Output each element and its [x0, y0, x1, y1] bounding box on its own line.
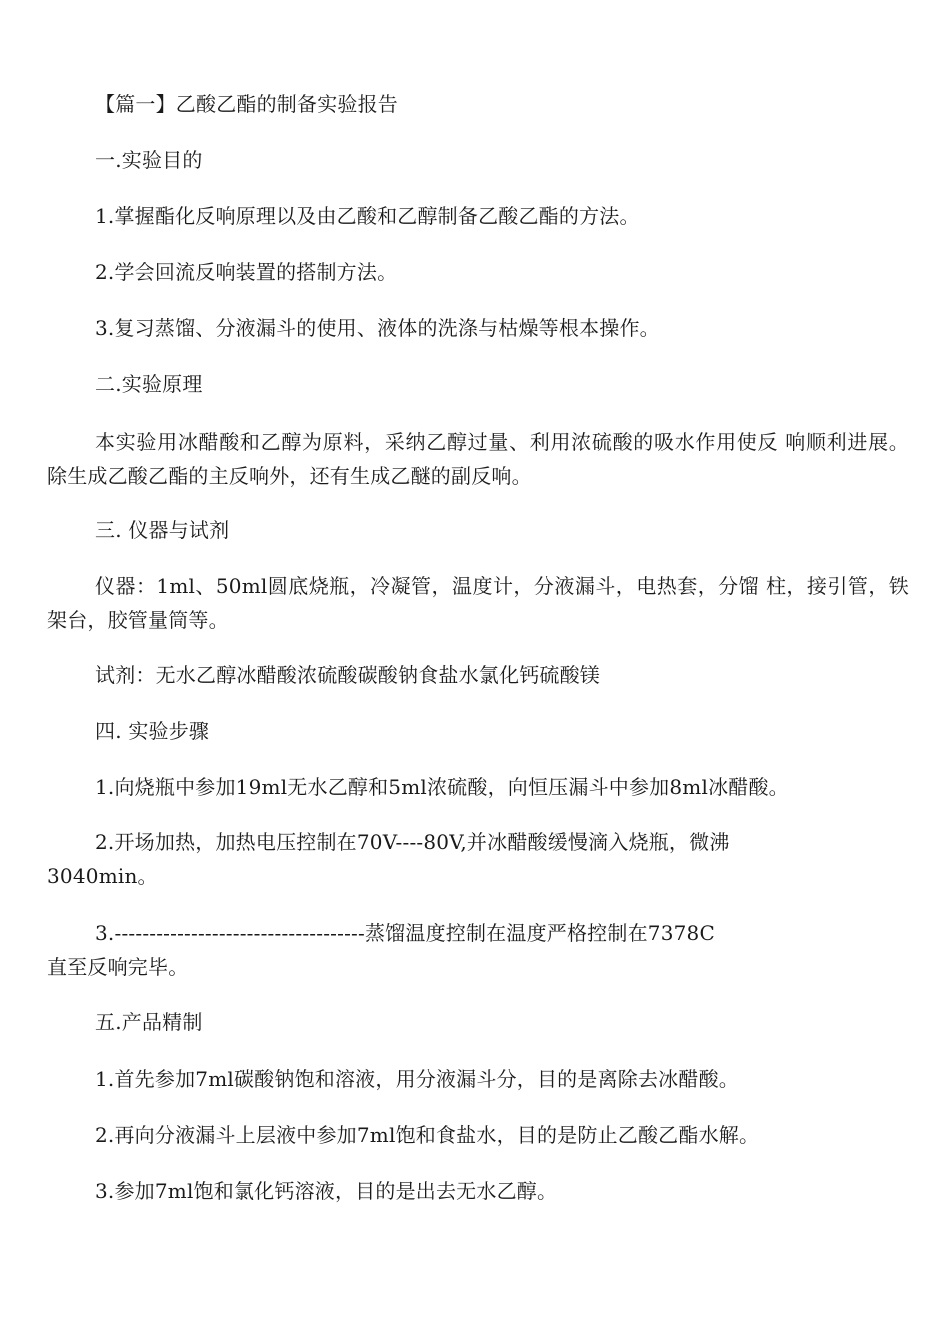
purpose-item-3: 3.复习蒸馏、分液漏斗的使用、液体的洗涤与枯燥等根本操作。: [95, 316, 660, 340]
step-3-line-2: 直至反响完毕。: [47, 955, 189, 979]
step-1: 1.向烧瓶中参加19ml无水乙醇和5ml浓硫酸，向恒压漏斗中参加8ml冰醋酸。: [95, 775, 789, 799]
section-heading-instruments: 三. 仪器与试剂: [95, 518, 230, 542]
refinement-item-2: 2.再向分液漏斗上层液中参加7ml饱和食盐水，目的是防止乙酸乙酯水解。: [95, 1123, 760, 1147]
reagents-line: 试剂：无水乙醇冰醋酸浓硫酸碳酸钠食盐水氯化钙硫酸镁: [95, 663, 600, 687]
section-heading-purpose: 一.实验目的: [95, 148, 203, 172]
section-heading-refinement: 五.产品精制: [95, 1010, 203, 1034]
purpose-item-1: 1.掌握酯化反响原理以及由乙酸和乙醇制备乙酸乙酯的方法。: [95, 204, 640, 228]
document-title: 【篇一】乙酸乙酯的制备实验报告: [95, 92, 398, 116]
purpose-item-2: 2.学会回流反响装置的搭制方法。: [95, 260, 398, 284]
section-heading-principle: 二.实验原理: [95, 372, 203, 396]
principle-paragraph: 本实验用冰醋酸和乙醇为原料，采纳乙醇过量、利用浓硫酸的吸水作用使反 响顺利进展。除生成乙酸乙酯的主反响外，还有生成乙醚的副反响。: [47, 430, 909, 488]
instruments-paragraph: 仪器：1ml、50ml圆底烧瓶，冷凝管，温度计，分液漏斗，电热套，分馏 柱，接引管，铁架台，胶管量筒等。: [47, 574, 909, 632]
refinement-item-1: 1.首先参加7ml碳酸钠饱和溶液，用分液漏斗分，目的是离除去冰醋酸。: [95, 1067, 739, 1091]
step-3-line-1: 3.------------------------------------蒸馏温度控制在温度严格控制在7378C: [95, 921, 715, 945]
section-heading-steps: 四. 实验步骤: [95, 719, 210, 743]
refinement-item-3: 3.参加7ml饱和氯化钙溶液，目的是出去无水乙醇。: [95, 1179, 558, 1203]
step-2-line-2: 3040min。: [47, 864, 158, 888]
step-2-line-1: 2.开场加热，加热电压控制在70V----80V,并冰醋酸缓慢滴入烧瓶，微沸: [95, 830, 730, 854]
